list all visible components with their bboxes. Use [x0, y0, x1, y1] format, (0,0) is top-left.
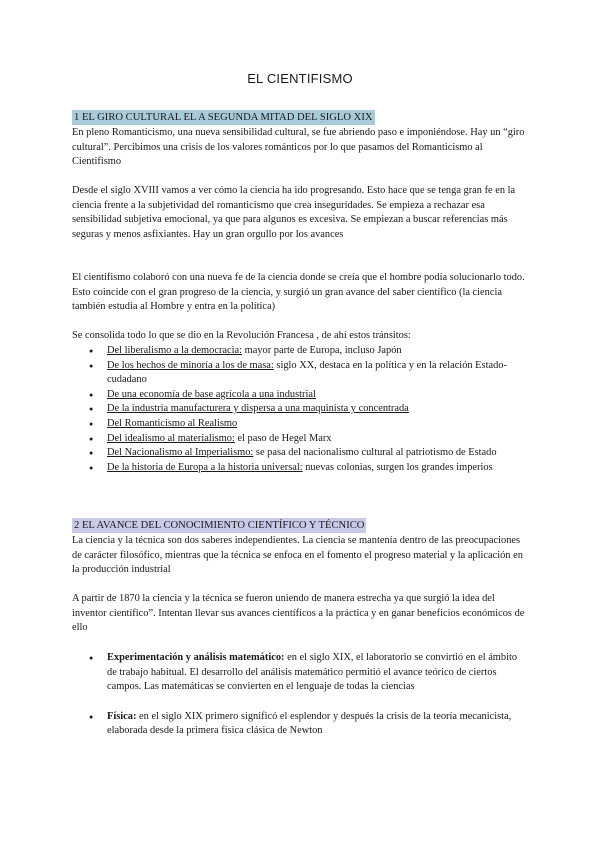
list-item-text: siglo XX, destaca en la política y en la relación Estado-cudadano: [107, 359, 507, 386]
list-item-text: nuevas colonias, surgen los grandes imperios: [302, 461, 493, 473]
advances-list: [72, 651, 528, 754]
list-item-key: Del idealismo al materialismo:: [107, 432, 235, 444]
section-1-paragraph-3: El cientifismo colaboró con una nueva fe de la ciencia donde se creía que el hombre podía solucionarlo todo. Esto coincide con el gran progreso de la ciencia, y surgió un gran avance del saber científico (la ciencia también estudia al Hombre y entra en la política): [72, 272, 525, 313]
list-item: [72, 402, 528, 417]
list-item: [72, 710, 528, 739]
list-item-text: en el siglo XIX primero significó el esplendor y después la crisis de la teoría mecanicista, elaborada desde la primera física clásica de Newton: [107, 710, 512, 737]
list-item-key: Física:: [107, 710, 137, 722]
list-item-text: se pasa del nacionalismo cultural al patriotismo de Estado: [253, 447, 497, 459]
list-item: [72, 344, 528, 359]
list-item-text: en el siglo XIX, el laboratorio se convirtió en el ámbito de trabajo habitual. El desarrollo del análisis matemático permitió el avance teórico de ciertos campos. Las matemáticas se convierten en el lenguaje de todas la ciencias: [107, 652, 518, 693]
list-item-text: el paso de Hegel Marx: [234, 432, 332, 444]
section-1-paragraph-2: Desde el siglo XVIII vamos a ver cómo la ciencia ha ido progresando. Esto hace que se tenga gran fe en la ciencia frente a la subjetividad del romanticismo que crea inseguridades. Se empieza a rechazar esa sensibilidad subjetiva emocional, ya que para algunos es excesiva. Se empiezan a buscar referencias más seguras y menos asfixiantes. Hay un gran orgullo por los avances: [72, 185, 516, 240]
list-item-key: De la industria manufacturera y dispersa a una maquinista y concentrada: [107, 403, 409, 415]
section-2-paragraph-1: La ciencia y la técnica son dos saberes independientes. La ciencia se mantenía dentro de las preocupaciones de carácter filosófico, mientras que la técnica se enfoca en el fomento el progreso material y la aplicación en la producción industrial: [72, 535, 523, 576]
list-item-text: mayor parte de Europa, incluso Japón: [242, 345, 402, 356]
list-item-key: De los hechos de minoría a los de masa:: [107, 359, 274, 371]
list-item: [72, 461, 528, 476]
list-item-key: De la historia de Europa a la historia universal:: [107, 461, 303, 473]
list-item: [72, 651, 528, 695]
list-item-key: Del Romanticismo al Realismo: [107, 417, 238, 429]
list-item-key: Del Nacionalismo al Imperialismo:: [107, 447, 254, 459]
section-1-paragraph-4: Se consolida todo lo que se dio en la Revolución Francesa , de ahí estos tránsitos:: [72, 330, 411, 341]
section-1-heading: 1 EL GIRO CULTURAL EL A SEGUNDA MITAD DEL SIGLO XIX: [74, 112, 373, 123]
section-1-paragraph-1: En pleno Romanticismo, una nueva sensibilidad cultural, se fue abriendo paso e imponiéndose. Hay un “giro cultural”. Percibimos una crisis de los valores románticos por lo que pasamos del Romanticismo al Cientifismo: [72, 127, 525, 168]
list-item-key: Experimentación y análisis matemático:: [107, 652, 285, 663]
list-item: [72, 446, 528, 461]
list-item: [72, 432, 528, 447]
list-item-key: Del liberalismo a la democracia:: [107, 345, 243, 356]
list-item-key: De una economía de base agrícola a una industrial: [107, 388, 316, 400]
transitions-list: [72, 344, 528, 475]
section-2-heading: 2 EL AVANCE DEL CONOCIMIENTO CIENTÍFICO Y TÉCNICO: [74, 520, 365, 531]
list-item: [72, 417, 528, 432]
list-item: [72, 388, 528, 403]
document-title: EL CIENTIFISMO: [247, 71, 353, 86]
list-item: [72, 359, 528, 388]
section-2-paragraph-2: A partir de 1870 la ciencia y la técnica se fueron uniendo de manera estrecha ya que surgió la idea del inventor científico”. Intentan llevar sus avances científicos a la práctica y en ganar beneficios económicos de ello: [72, 593, 525, 634]
